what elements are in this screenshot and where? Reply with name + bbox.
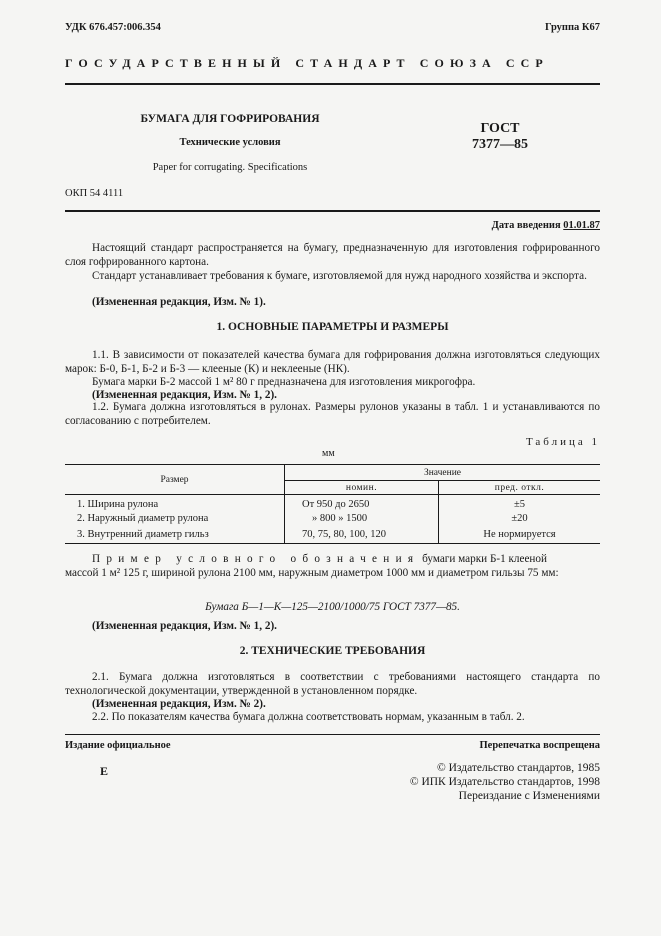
table-cell-name: 1. Ширина рулона [65,495,285,511]
gost-number: 7377—85 [472,137,528,152]
udk-code: УДК 676.457:006.354 [65,22,161,33]
doc-title-en: Paper for corrugating. Specifications [152,162,308,173]
table-1 [65,464,600,544]
para-2-1: 2.1. Бумага должна изготовляться в соответствии с требованиями настоящего стандарта по технологической документации, утвержденной в установленном порядке. [65,671,600,698]
para-1-1-b: Бумага марки Б-2 массой 1 м² 80 г предназначена для изготовления микрогофра. [92,376,476,388]
para-1-1: 1.1. В зависимости от показателей качества бумага для гофрирования должна изготовляться следующих марок: Б-0, Б-1, Б-2 и Б-3 — клееные (К) и неклееные (НК). [65,349,600,376]
group-code: Группа К67 [544,22,600,33]
state-standard-heading: ГОСУДАРСТВЕННЫЙ СТАНДАРТ СОЮЗА ССР [65,56,549,70]
table-1-header-tolerance: пред. откл. [439,481,601,495]
title-rule [65,210,600,212]
table-row [65,511,600,527]
intro-revision: (Измененная редакция, Изм. № 1). [92,296,266,308]
table-cell-nominal: » 800 » 1500 [285,511,439,527]
table-1-unit: мм [322,448,335,459]
para-2-1-revision: (Измененная редакция, Изм. № 2). [92,698,266,710]
table-1-header-nominal: номин. [285,481,439,495]
intro-paragraph-1: Настоящий стандарт распространяется на бумагу, предназначенную для изготовления гофрированного слоя гофрированного картона. [65,242,600,269]
para-1-2: 1.2. Бумага должна изготовляться в рулонах. Размеры рулонов указаны в табл. 1 и устанавливаются по согласованию с потребителем. [65,401,600,428]
table-cell-nominal: От 950 до 2650 [285,495,439,511]
table-row [65,495,600,511]
reprint-forbidden: Перепечатка воспрещена [479,740,600,751]
copyright-1998: © ИПК Издательство стандартов, 1998 [409,776,600,788]
table-cell-tolerance: ±5 [513,498,525,510]
example-revision: (Измененная редакция, Изм. № 1, 2). [92,620,277,632]
table-row [65,527,600,544]
table-cell-nominal: 70, 75, 80, 100, 120 [285,527,439,544]
example-designation: Бумага Б—1—К—125—2100/1000/75 ГОСТ 7377—85. [205,601,460,613]
edition-letter: Е [100,764,109,778]
footer-rule [65,734,600,735]
gost-label: ГОСТ [480,121,520,136]
table-cell-name: 2. Наружный диаметр рулона [65,511,285,527]
intro-date-value: 01.01.87 [563,220,600,231]
section-1-title: 1. ОСНОВНЫЕ ПАРАМЕТРЫ И РАЗМЕРЫ [216,321,449,333]
para-2-2: 2.2. По показателям качества бумага должна соответствовать нормам, указанным в табл. 2. [92,711,525,723]
intro-paragraph-2: Стандарт устанавливает требования к бумаге, изготовляемой для нужд народного хозяйства и экспорта. [92,270,587,282]
top-rule [65,83,600,85]
example-label: Пример условного обозначения [92,553,420,565]
table-cell-name: 3. Внутренний диаметр гильз [65,527,285,544]
example-rest: бумаги марки Б-1 клееной [422,553,548,565]
doc-title: БУМАГА ДЛЯ ГОФРИРОВАНИЯ [140,113,320,125]
table-1-header-value: Значение [285,465,601,481]
example-continuation: массой 1 м² 125 г, шириной рулона 2100 мм, наружным диаметром 1000 мм и диаметром гильзы 75 мм: [65,567,559,579]
table-cell-tolerance: Не нормируется [439,527,601,544]
para-1-1-revision: (Измененная редакция, Изм. № 1, 2). [92,389,277,401]
intro-date [492,220,600,231]
example-line [92,552,600,566]
table-cell-tolerance: ±20 [511,513,528,524]
reissue-note: Переиздание с Изменениями [458,790,600,802]
table-1-header-size: Размер [65,465,285,495]
copyright-1985: © Издательство стандартов, 1985 [436,762,600,774]
doc-subtitle: Технические условия [179,137,281,148]
table-1-caption: Таблица 1 [525,436,600,448]
official-edition: Издание официальное [65,740,171,751]
section-2-title: 2. ТЕХНИЧЕСКИЕ ТРЕБОВАНИЯ [239,645,426,657]
intro-date-label: Дата введения [491,220,561,231]
okp-code: ОКП 54 4111 [65,188,124,199]
